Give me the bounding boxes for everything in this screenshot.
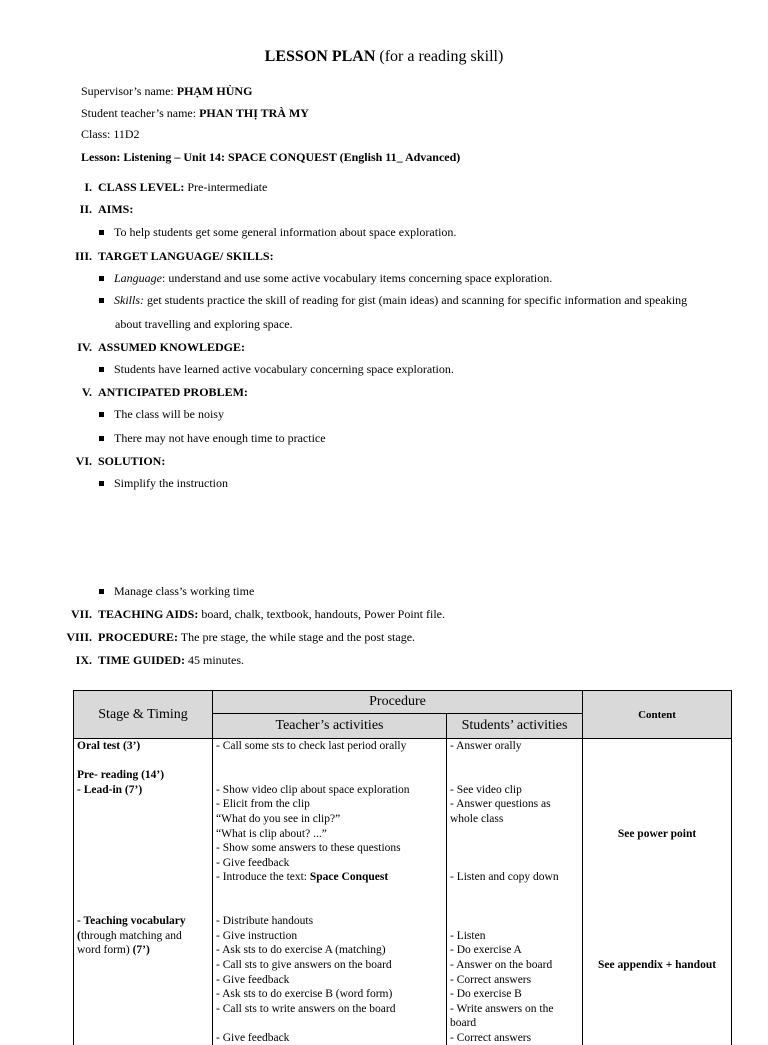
teacher-activity: - Ask sts to do exercise A (matching) <box>216 943 443 958</box>
document-title <box>0 48 768 66</box>
student-activity: - Answer questions as <box>450 797 579 812</box>
class-line: Class: 11D2 <box>81 127 140 142</box>
header-students-activities: Students’ activities <box>447 714 583 739</box>
bullet-item <box>99 476 228 491</box>
section-number: VII. <box>62 607 92 622</box>
stage-teaching-vocabulary: - Teaching vocabulary <box>77 914 209 929</box>
content-power-point: See power point <box>586 827 728 842</box>
section-time-guided <box>70 653 244 668</box>
teacher-activity: - Call sts to give answers on the board <box>216 958 443 973</box>
bullet-emphasis: Language <box>114 271 162 285</box>
teacher-activity: - Elicit from the clip <box>216 797 443 812</box>
student-activity: - Answer on the board <box>450 958 579 973</box>
students-activities-cell <box>447 739 583 1045</box>
bullet-square-icon <box>99 481 104 486</box>
student-teacher-label: Student teacher’s name: <box>81 106 199 120</box>
section-number: VI. <box>70 454 92 469</box>
header-stage-timing: Stage & Timing <box>74 691 213 739</box>
student-activity: - Correct answers <box>450 973 579 988</box>
teacher-activity: - Show video clip about space exploration <box>216 783 443 798</box>
bullet-item <box>99 584 254 599</box>
teacher-activity: - Give feedback <box>216 1031 443 1045</box>
section-number: V. <box>70 385 92 400</box>
teacher-activity: - Ask sts to do exercise B (word form) <box>216 987 443 1002</box>
bullet-text: Manage class’s working time <box>114 584 254 598</box>
section-text: The pre stage, the while stage and the post stage. <box>178 630 415 644</box>
lesson-line: Lesson: Listening – Unit 14: SPACE CONQUEST (English 11_ Advanced) <box>81 150 460 165</box>
bullet-item <box>99 431 326 446</box>
bullet-continuation: about travelling and exploring space. <box>115 317 293 332</box>
section-solution <box>70 454 165 469</box>
teacher-activity: - Call some sts to check last period orally <box>216 739 443 754</box>
teacher-activity: - Give instruction <box>216 929 443 944</box>
bullet-item <box>99 225 456 240</box>
bullet-square-icon <box>99 230 104 235</box>
section-number: I. <box>70 180 92 195</box>
bullet-text: Simplify the instruction <box>114 476 228 490</box>
section-text: Pre-intermediate <box>184 180 267 194</box>
student-activity: - Correct answers <box>450 1031 579 1045</box>
bullet-item <box>99 271 552 286</box>
section-heading: ANTICIPATED PROBLEM: <box>98 385 248 399</box>
stage-cell <box>74 739 213 1045</box>
section-number: VIII. <box>62 630 92 645</box>
section-heading: TEACHING AIDS: <box>98 607 198 621</box>
student-activity: whole class <box>450 812 579 827</box>
section-number: II. <box>70 202 92 217</box>
section-assumed-knowledge <box>70 340 245 355</box>
bullet-square-icon <box>99 589 104 594</box>
bullet-text: get students practice the skill of reading for gist (main ideas) and scanning for specific information and speaking <box>144 293 687 307</box>
section-heading: PROCEDURE: <box>98 630 178 644</box>
bullet-item <box>99 293 687 308</box>
student-activity: board <box>450 1016 579 1031</box>
section-number: III. <box>70 249 92 264</box>
stage-vocab-detail: (through matching and <box>77 929 209 944</box>
bullet-text: To help students get some general information about space exploration. <box>114 225 456 239</box>
section-heading: AIMS: <box>98 202 133 216</box>
bullet-item <box>99 362 454 377</box>
bullet-text: The class will be noisy <box>114 407 224 421</box>
teacher-activity: - Distribute handouts <box>216 914 443 929</box>
bullet-square-icon <box>99 367 104 372</box>
teacher-activity: - Call sts to write answers on the board <box>216 1002 443 1017</box>
section-teaching-aids <box>62 607 445 622</box>
student-activity: - Answer orally <box>450 739 579 754</box>
student-activity: - Do exercise B <box>450 987 579 1002</box>
bullet-item <box>99 407 224 422</box>
bullet-square-icon <box>99 298 104 303</box>
stage-lead-in: - Lead-in (7’) <box>77 783 209 798</box>
section-aims <box>70 202 133 217</box>
bullet-text: Students have learned active vocabulary concerning space exploration. <box>114 362 454 376</box>
bullet-square-icon <box>99 412 104 417</box>
teacher-activity: - Show some answers to these questions <box>216 841 443 856</box>
content-appendix-handout: See appendix + handout <box>586 958 728 973</box>
header-content: Content <box>583 691 732 739</box>
section-number: IV. <box>70 340 92 355</box>
title-sub: (for a reading skill) <box>379 48 503 65</box>
title-main: LESSON PLAN <box>265 48 376 65</box>
section-number: IX. <box>70 653 92 668</box>
student-teacher-line <box>81 106 309 121</box>
section-anticipated-problem <box>70 385 248 400</box>
content-cell <box>583 739 732 1045</box>
section-heading: CLASS LEVEL: <box>98 180 184 194</box>
teacher-activity: “What do you see in clip?” <box>216 812 443 827</box>
teacher-activity: - Introduce the text: Space Conquest <box>216 870 443 885</box>
section-heading: TARGET LANGUAGE/ SKILLS: <box>98 249 274 263</box>
supervisor-name: PHẠM HÙNG <box>177 84 253 98</box>
teacher-activities-cell <box>213 739 447 1045</box>
teacher-activity: - Give feedback <box>216 856 443 871</box>
student-activity: - Do exercise A <box>450 943 579 958</box>
bullet-text: There may not have enough time to practice <box>114 431 326 445</box>
bullet-square-icon <box>99 436 104 441</box>
section-target-language <box>70 249 274 264</box>
header-teacher-activities: Teacher’s activities <box>213 714 447 739</box>
student-activity: - Listen and copy down <box>450 870 579 885</box>
bullet-square-icon <box>99 276 104 281</box>
student-teacher-name: PHAN THỊ TRÀ MY <box>199 106 309 120</box>
section-heading: ASSUMED KNOWLEDGE: <box>98 340 245 354</box>
section-text: board, chalk, textbook, handouts, Power Point file. <box>198 607 445 621</box>
student-activity: - Listen <box>450 929 579 944</box>
student-activity: - See video clip <box>450 783 579 798</box>
procedure-table <box>73 690 732 1045</box>
section-class-level <box>70 180 267 195</box>
header-procedure: Procedure <box>213 691 583 714</box>
teacher-activity: “What is clip about? ...” <box>216 827 443 842</box>
section-heading: TIME GUIDED: <box>98 653 185 667</box>
stage-oral-test: Oral test (3’) <box>77 739 209 754</box>
supervisor-label: Supervisor’s name: <box>81 84 177 98</box>
teacher-activity: - Give feedback <box>216 973 443 988</box>
bullet-text: : understand and use some active vocabulary items concerning space exploration. <box>162 271 552 285</box>
student-activity: - Write answers on the <box>450 1002 579 1017</box>
stage-vocab-detail-2: word form) (7’) <box>77 943 209 958</box>
section-heading: SOLUTION: <box>98 454 165 468</box>
supervisor-line <box>81 84 252 99</box>
section-text: 45 minutes. <box>185 653 244 667</box>
bullet-emphasis: Skills: <box>114 293 144 307</box>
stage-pre-reading: Pre- reading (14’) <box>77 768 209 783</box>
section-procedure <box>62 630 415 645</box>
